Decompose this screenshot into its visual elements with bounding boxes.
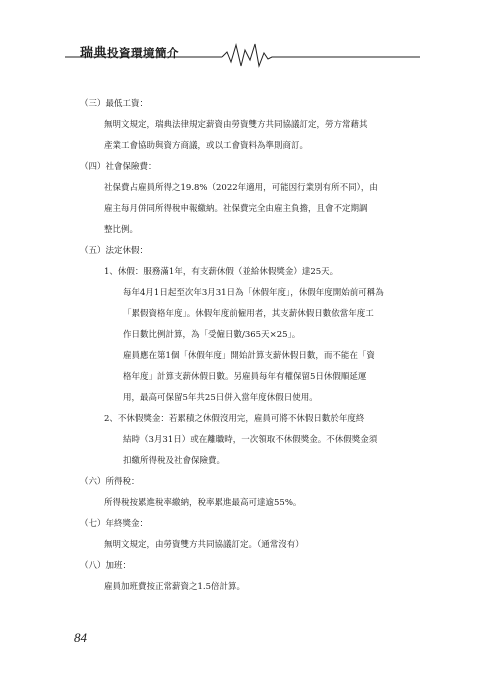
- paragraph-line: 所得稅按累進稅率繳納，稅率累進最高可達逾55%。: [104, 498, 302, 508]
- paragraph-line: 用，最高可保留5年共25日併入當年度休假日使用。: [123, 393, 318, 403]
- running-title-rest: 投資環境簡介: [107, 46, 180, 60]
- section-heading: （四）社會保險費：: [80, 162, 157, 172]
- page-number: 84: [74, 630, 87, 645]
- list-item-lead: 2、不休假獎金：若累積之休假沒用完，雇員可將不休假日數於年度終: [104, 414, 365, 424]
- running-title: [80, 42, 179, 61]
- paragraph-line: 雇員加班費按正常薪資之1.5倍計算。: [104, 582, 246, 592]
- paragraph-line: 產業工會協助與資方商議，或以工會資料為準則商訂。: [104, 141, 309, 151]
- section-heading: （六）所得稅：: [80, 477, 140, 487]
- paragraph-line: 「累假資格年度」。休假年度前僱用者，其支薪休假日數依當年度工: [123, 309, 374, 319]
- paragraph-line: 作日數比例計算，為「受僱日數/365天×25」。: [123, 330, 301, 340]
- paragraph-line: 雇員應在第1個「休假年度」開始計算支薪休假日數，而不能在「資: [123, 351, 375, 361]
- paragraph-line: 每年4月1日起至次年3月31日為「休假年度」，休假年度開始前可稱為: [123, 288, 384, 298]
- section-heading: （八）加班：: [80, 561, 132, 571]
- paragraph-line: 無明文規定，瑞典法律規定薪資由勞資雙方共同協議訂定，勞方常藉其: [104, 120, 368, 130]
- paragraph-line: 扣繳所得稅及社會保險費。: [123, 456, 226, 466]
- paragraph-line: 結時（3月31日）或在離職時，一次領取不休假獎金。不休假獎金須: [123, 435, 378, 445]
- paragraph-line: 整比例。: [104, 225, 139, 235]
- page-header: [0, 0, 480, 70]
- paragraph-line: 社保費占雇員所得之19.8%（2022年適用，可能因行業別有所不同），由: [104, 183, 378, 193]
- running-title-bold: 瑞典: [80, 46, 108, 61]
- section-heading: （七）年終獎金：: [80, 519, 149, 529]
- section-heading: （五）法定休假：: [80, 246, 149, 256]
- section-heading: （三）最低工資：: [80, 99, 149, 109]
- paragraph-line: 雇主每月併同所得稅申報繳納。社保費完全由雇主負擔，且會不定期調: [104, 204, 368, 214]
- list-item-lead: 1、休假：服務滿1年，有支薪休假（並給休假獎金）達25天。: [104, 267, 339, 277]
- paragraph-line: 格年度」計算支薪休假日數。另雇員每年有權保留5日休假順延運: [123, 372, 367, 382]
- header-rule-waveform: [0, 0, 480, 70]
- paragraph-line: 無明文規定，由勞資雙方共同協議訂定。（通常沒有）: [104, 540, 304, 550]
